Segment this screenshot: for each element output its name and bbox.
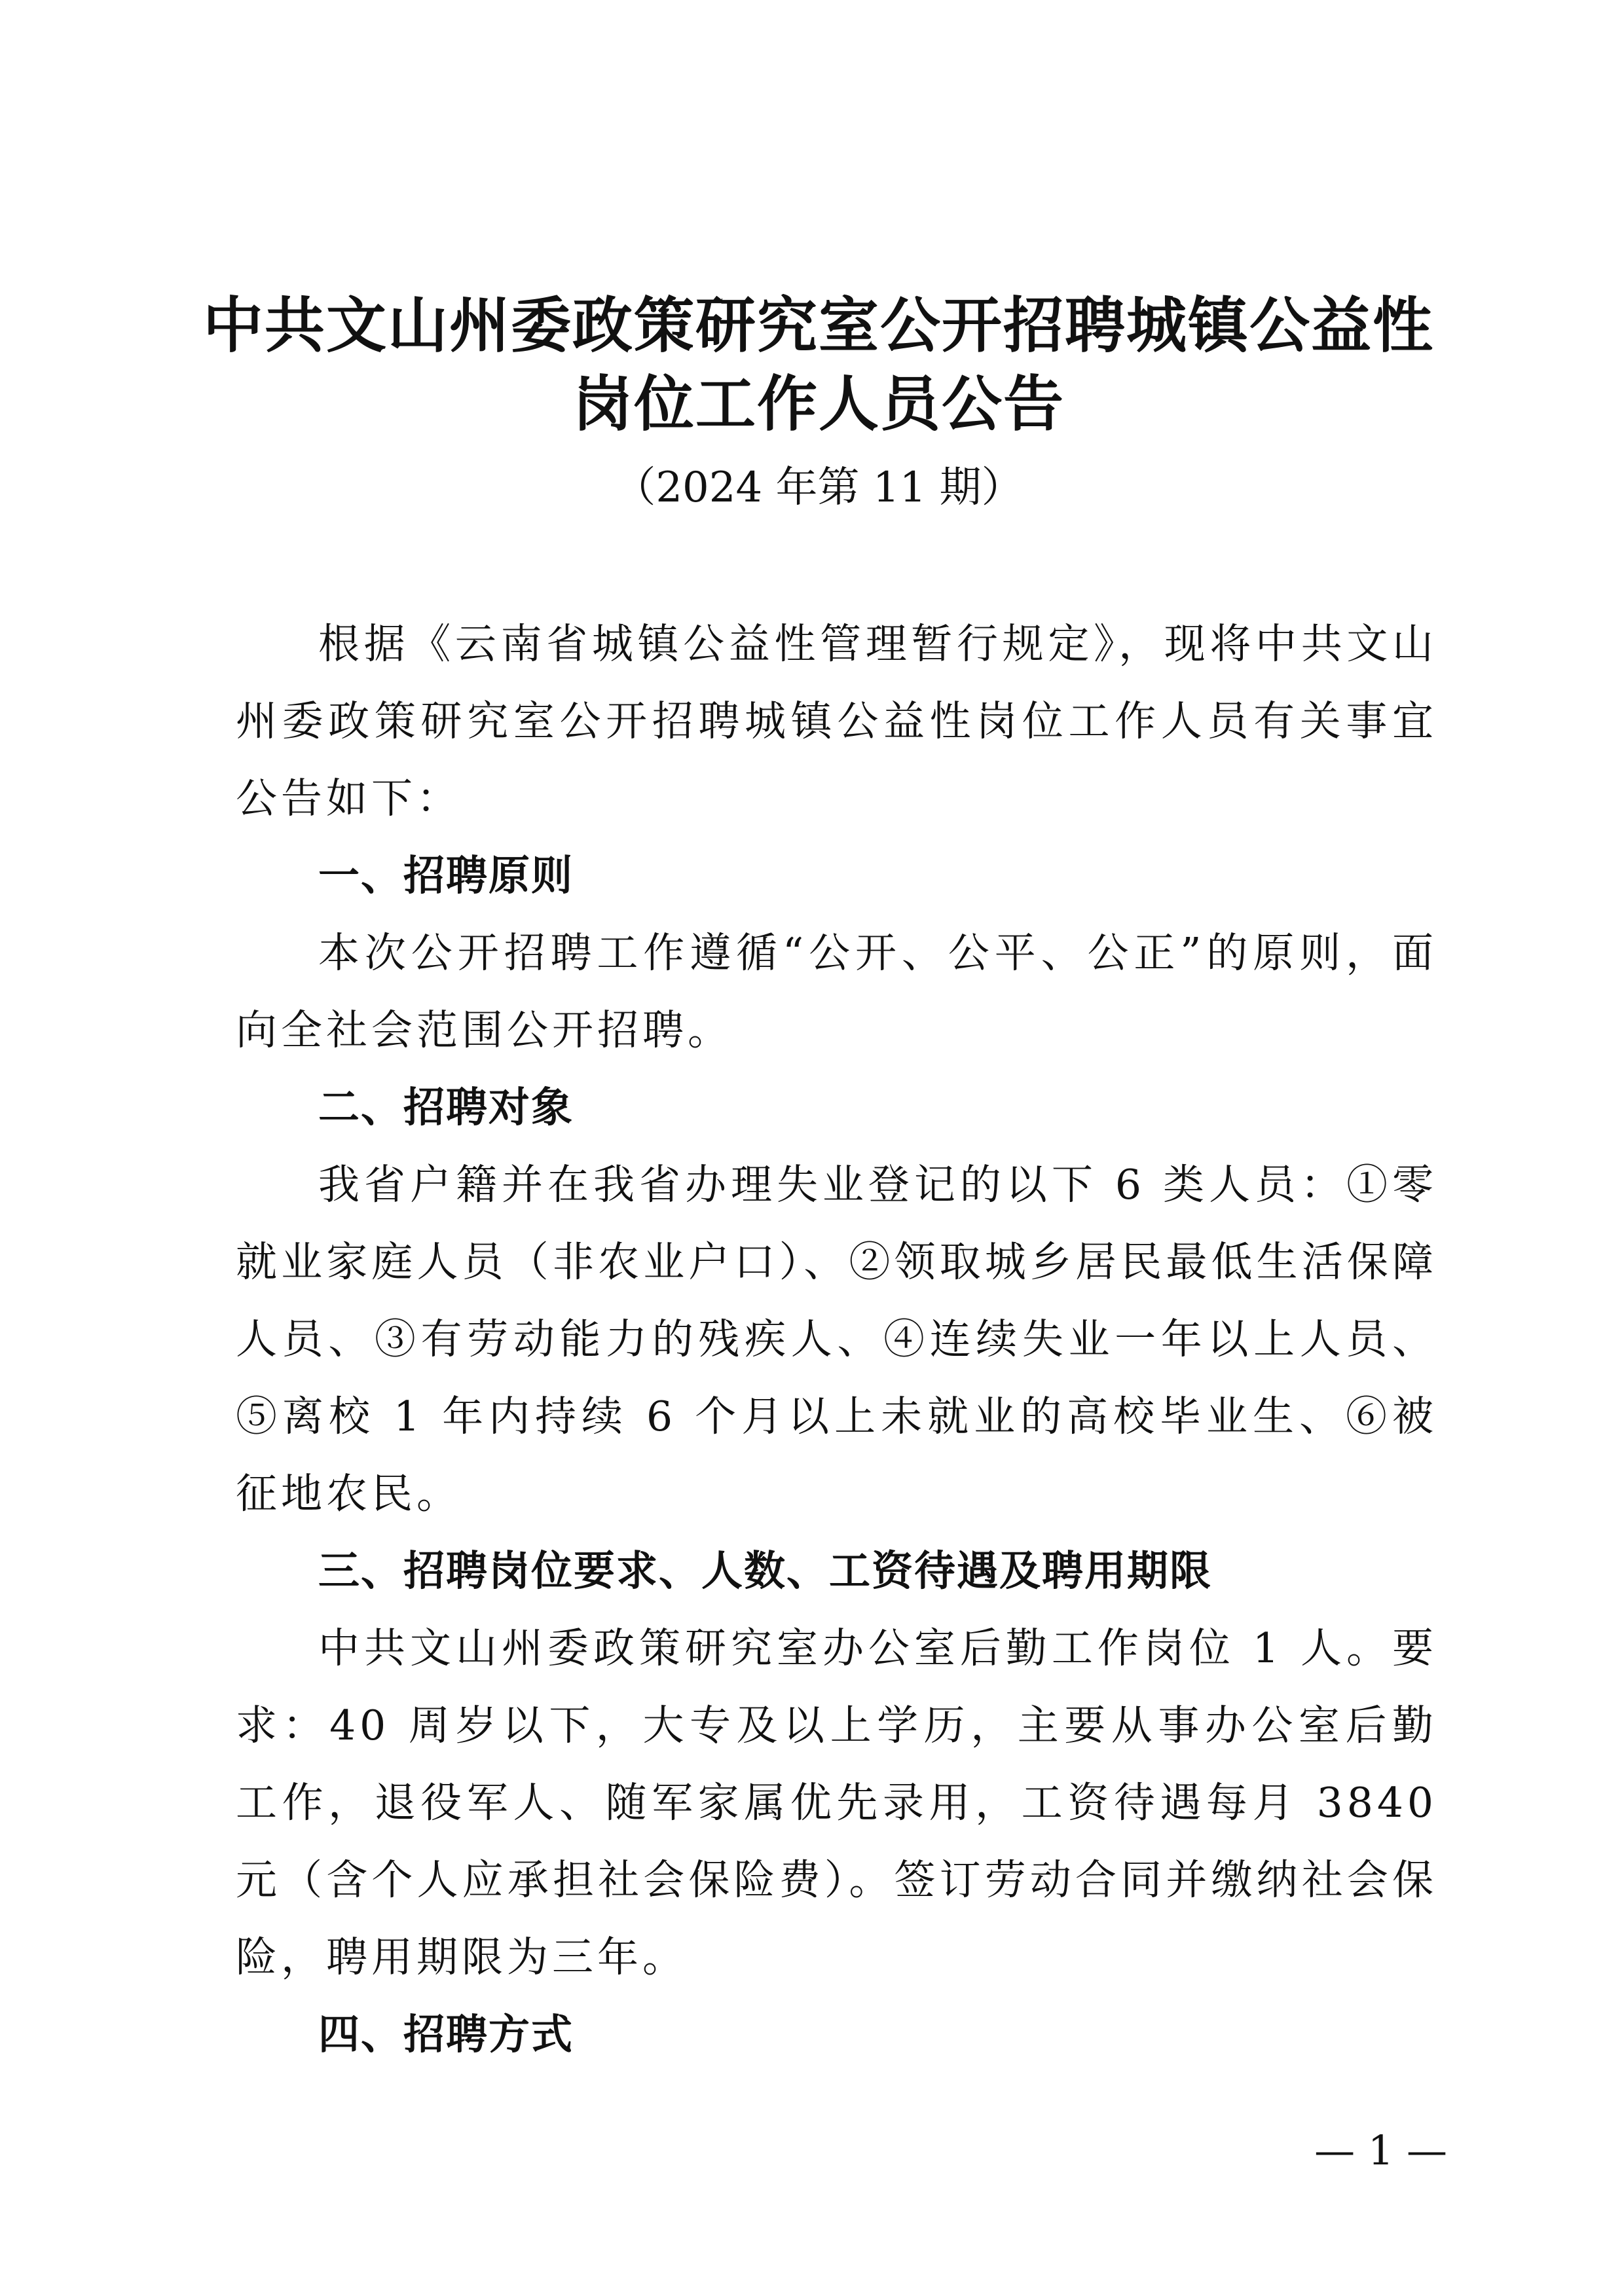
section-body-position: 中共文山州委政策研究室办公室后勤工作岗位 1 人。要求：40 周岁以下，大专及以上学历，主要从事办公室后勤工作，退役军人、随军家属优先录用，工资待遇每月 3840 元（含个人应承担社会保险费）。签订劳动合同并缴纳社会保险，聘用期限为三年。: [236, 1624, 1437, 1981]
section-body-eligibility: 我省户籍并在我省办理失业登记的以下 6 类人员：①零就业家庭人员（非农业户口）、②领取城乡居民最低生活保障人员、③有劳动能力的残疾人、④连续失业一年以上人员、⑤离校 1 年内持续 6 个月以上未就业的高校毕业生、⑥被征地农民。: [236, 1161, 1437, 1518]
section-heading-method: 四、招聘方式: [318, 2011, 574, 2058]
document-body: [236, 606, 1437, 2073]
section-heading-position: 三、招聘岗位要求、人数、工资待遇及聘用期限: [318, 1547, 1212, 1595]
section-heading-eligibility: 二、招聘对象: [318, 1084, 574, 1131]
document-issue-number: （2024 年第 11 期）: [614, 464, 1024, 512]
section-body-principles: 本次公开招聘工作遵循“公开、公平、公正”的原则，面向全社会范围公开招聘。: [236, 929, 1437, 1054]
intro-paragraph: 根据《云南省城镇公益性管理暂行规定》，现将中共文山州委政策研究室公开招聘城镇公益性岗位工作人员有关事宜公告如下：: [236, 620, 1437, 822]
page-number: — 1 —: [1314, 2126, 1447, 2174]
document-title-line1: 中共文山州委政策研究室公开招聘城镇公益性: [202, 291, 1434, 361]
section-heading-principles: 一、招聘原则: [318, 852, 574, 900]
document-title-line2: 岗位工作人员公告: [572, 369, 1065, 439]
